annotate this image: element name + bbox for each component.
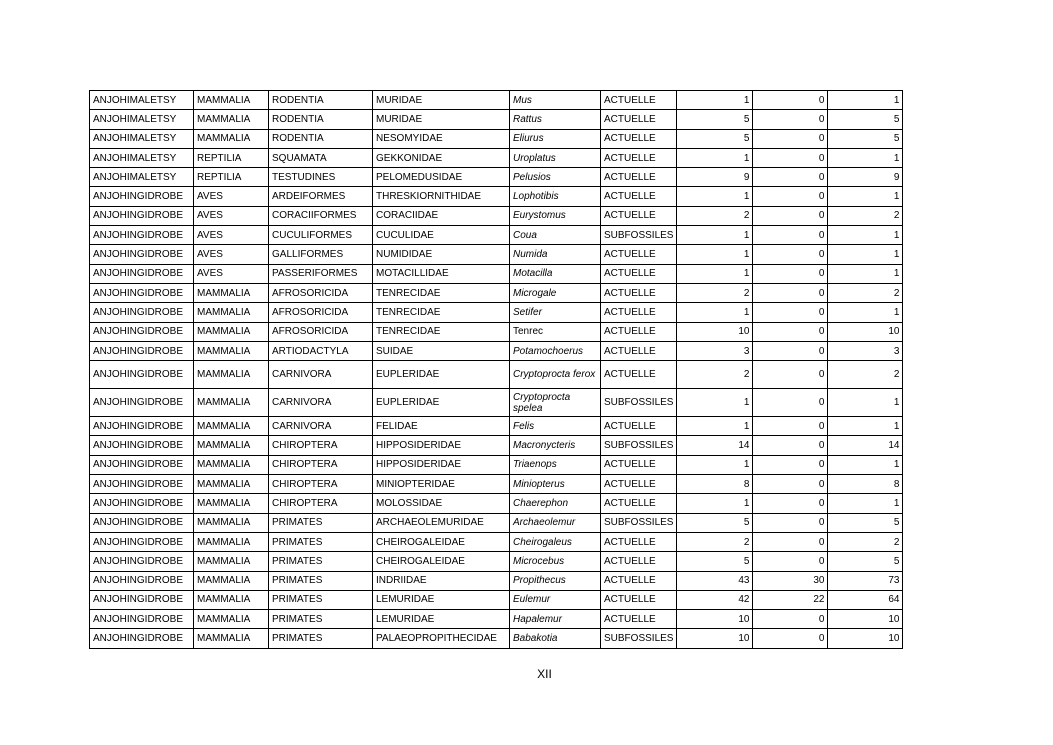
status-cell: ACTUELLE [601, 455, 677, 474]
site-cell: ANJOHINGIDROBE [90, 436, 194, 455]
site-cell: ANJOHINGIDROBE [90, 629, 194, 648]
count-a-cell: 3 [677, 341, 753, 360]
site-cell: ANJOHINGIDROBE [90, 513, 194, 532]
class-cell: AVES [194, 264, 269, 283]
table-row [90, 513, 903, 532]
class-cell: MAMMALIA [194, 455, 269, 474]
order-cell: CARNIVORA [269, 389, 373, 417]
genus-cell: Pelusios [510, 168, 601, 187]
genus-cell: Macronycteris [510, 436, 601, 455]
site-cell: ANJOHINGIDROBE [90, 206, 194, 225]
order-cell: CHIROPTERA [269, 436, 373, 455]
table-row [90, 187, 903, 206]
status-cell: SUBFOSSILES [601, 389, 677, 417]
genus-cell: Numida [510, 245, 601, 264]
family-cell: MINIOPTERIDAE [373, 475, 510, 494]
status-cell: ACTUELLE [601, 303, 677, 322]
class-cell: AVES [194, 245, 269, 264]
total-cell: 1 [828, 455, 903, 474]
count-a-cell: 1 [677, 187, 753, 206]
table-row [90, 475, 903, 494]
status-cell: ACTUELLE [601, 206, 677, 225]
class-cell: MAMMALIA [194, 389, 269, 417]
status-cell: ACTUELLE [601, 148, 677, 167]
count-a-cell: 2 [677, 361, 753, 389]
family-cell: MURIDAE [373, 110, 510, 129]
genus-cell: Setifer [510, 303, 601, 322]
total-cell: 10 [828, 322, 903, 341]
site-cell: ANJOHINGIDROBE [90, 475, 194, 494]
order-cell: CARNIVORA [269, 361, 373, 389]
count-a-cell: 1 [677, 226, 753, 245]
family-cell: SUIDAE [373, 341, 510, 360]
genus-cell: Potamochoerus [510, 341, 601, 360]
site-cell: ANJOHINGIDROBE [90, 532, 194, 551]
site-cell: ANJOHINGIDROBE [90, 322, 194, 341]
count-b-cell: 0 [753, 91, 828, 110]
count-b-cell: 0 [753, 303, 828, 322]
count-b-cell: 0 [753, 129, 828, 148]
family-cell: CHEIROGALEIDAE [373, 532, 510, 551]
count-b-cell: 0 [753, 494, 828, 513]
genus-cell: Eulemur [510, 590, 601, 609]
total-cell: 10 [828, 629, 903, 648]
genus-cell: Archaeolemur [510, 513, 601, 532]
order-cell: PASSERIFORMES [269, 264, 373, 283]
site-cell: ANJOHINGIDROBE [90, 494, 194, 513]
table-row [90, 494, 903, 513]
site-cell: ANJOHINGIDROBE [90, 610, 194, 629]
family-cell: GEKKONIDAE [373, 148, 510, 167]
family-cell: TENRECIDAE [373, 303, 510, 322]
family-cell: ARCHAEOLEMURIDAE [373, 513, 510, 532]
status-cell: ACTUELLE [601, 110, 677, 129]
class-cell: MAMMALIA [194, 629, 269, 648]
total-cell: 1 [828, 226, 903, 245]
site-cell: ANJOHINGIDROBE [90, 389, 194, 417]
count-b-cell: 0 [753, 629, 828, 648]
order-cell: CHIROPTERA [269, 475, 373, 494]
genus-cell: Microgale [510, 283, 601, 302]
order-cell: ARTIODACTYLA [269, 341, 373, 360]
table-row [90, 389, 903, 417]
table-row [90, 129, 903, 148]
genus-cell: Microcebus [510, 552, 601, 571]
order-cell: GALLIFORMES [269, 245, 373, 264]
table-row [90, 91, 903, 110]
table-row [90, 226, 903, 245]
count-a-cell: 5 [677, 110, 753, 129]
order-cell: AFROSORICIDA [269, 283, 373, 302]
status-cell: ACTUELLE [601, 264, 677, 283]
table-row [90, 629, 903, 648]
site-cell: ANJOHIMALETSY [90, 148, 194, 167]
class-cell: MAMMALIA [194, 436, 269, 455]
status-cell: SUBFOSSILES [601, 226, 677, 245]
count-a-cell: 1 [677, 91, 753, 110]
family-cell: TENRECIDAE [373, 283, 510, 302]
order-cell: PRIMATES [269, 610, 373, 629]
table-row [90, 264, 903, 283]
count-a-cell: 1 [677, 303, 753, 322]
family-cell: CHEIROGALEIDAE [373, 552, 510, 571]
class-cell: MAMMALIA [194, 322, 269, 341]
total-cell: 1 [828, 245, 903, 264]
status-cell: SUBFOSSILES [601, 629, 677, 648]
order-cell: RODENTIA [269, 129, 373, 148]
order-cell: PRIMATES [269, 590, 373, 609]
table-row [90, 168, 903, 187]
site-cell: ANJOHINGIDROBE [90, 303, 194, 322]
site-cell: ANJOHINGIDROBE [90, 552, 194, 571]
species-table [89, 90, 903, 649]
order-cell: SQUAMATA [269, 148, 373, 167]
genus-cell: Felis [510, 417, 601, 436]
count-a-cell: 1 [677, 245, 753, 264]
total-cell: 5 [828, 129, 903, 148]
class-cell: MAMMALIA [194, 532, 269, 551]
count-b-cell: 0 [753, 552, 828, 571]
table-row [90, 361, 903, 389]
count-b-cell: 0 [753, 264, 828, 283]
count-b-cell: 30 [753, 571, 828, 590]
status-cell: ACTUELLE [601, 129, 677, 148]
page-number: XII [537, 667, 552, 681]
status-cell: SUBFOSSILES [601, 436, 677, 455]
genus-cell: Miniopterus [510, 475, 601, 494]
genus-cell: Cryptoprocta ferox [510, 361, 601, 389]
count-a-cell: 1 [677, 148, 753, 167]
table-row [90, 322, 903, 341]
count-b-cell: 0 [753, 475, 828, 494]
site-cell: ANJOHINGIDROBE [90, 245, 194, 264]
order-cell: PRIMATES [269, 571, 373, 590]
family-cell: NUMIDIDAE [373, 245, 510, 264]
site-cell: ANJOHIMALETSY [90, 110, 194, 129]
class-cell: MAMMALIA [194, 552, 269, 571]
table-row [90, 110, 903, 129]
site-cell: ANJOHIMALETSY [90, 91, 194, 110]
class-cell: MAMMALIA [194, 590, 269, 609]
count-a-cell: 9 [677, 168, 753, 187]
total-cell: 1 [828, 187, 903, 206]
count-a-cell: 14 [677, 436, 753, 455]
family-cell: HIPPOSIDERIDAE [373, 436, 510, 455]
table-row [90, 455, 903, 474]
status-cell: ACTUELLE [601, 245, 677, 264]
order-cell: PRIMATES [269, 513, 373, 532]
genus-cell: Motacilla [510, 264, 601, 283]
genus-cell: Eurystomus [510, 206, 601, 225]
class-cell: REPTILIA [194, 168, 269, 187]
count-a-cell: 2 [677, 206, 753, 225]
total-cell: 5 [828, 552, 903, 571]
site-cell: ANJOHIMALETSY [90, 168, 194, 187]
count-b-cell: 0 [753, 417, 828, 436]
site-cell: ANJOHINGIDROBE [90, 361, 194, 389]
site-cell: ANJOHINGIDROBE [90, 187, 194, 206]
table-row [90, 303, 903, 322]
total-cell: 9 [828, 168, 903, 187]
count-b-cell: 0 [753, 206, 828, 225]
count-b-cell: 0 [753, 455, 828, 474]
class-cell: MAMMALIA [194, 571, 269, 590]
count-a-cell: 2 [677, 283, 753, 302]
total-cell: 73 [828, 571, 903, 590]
genus-cell: Eliurus [510, 129, 601, 148]
count-a-cell: 1 [677, 389, 753, 417]
class-cell: MAMMALIA [194, 283, 269, 302]
count-a-cell: 5 [677, 513, 753, 532]
order-cell: ARDEIFORMES [269, 187, 373, 206]
table-row [90, 436, 903, 455]
total-cell: 1 [828, 91, 903, 110]
status-cell: ACTUELLE [601, 552, 677, 571]
status-cell: ACTUELLE [601, 571, 677, 590]
count-a-cell: 1 [677, 494, 753, 513]
class-cell: MAMMALIA [194, 341, 269, 360]
status-cell: ACTUELLE [601, 590, 677, 609]
total-cell: 10 [828, 610, 903, 629]
class-cell: MAMMALIA [194, 494, 269, 513]
family-cell: LEMURIDAE [373, 610, 510, 629]
total-cell: 1 [828, 389, 903, 417]
class-cell: MAMMALIA [194, 129, 269, 148]
status-cell: ACTUELLE [601, 610, 677, 629]
total-cell: 14 [828, 436, 903, 455]
family-cell: CORACIIDAE [373, 206, 510, 225]
class-cell: AVES [194, 226, 269, 245]
count-b-cell: 0 [753, 361, 828, 389]
family-cell: MOTACILLIDAE [373, 264, 510, 283]
genus-cell: Tenrec [510, 322, 601, 341]
class-cell: MAMMALIA [194, 513, 269, 532]
genus-cell: Uroplatus [510, 148, 601, 167]
genus-cell: Cryptoprocta spelea [510, 389, 601, 417]
site-cell: ANJOHINGIDROBE [90, 571, 194, 590]
count-b-cell: 0 [753, 226, 828, 245]
total-cell: 2 [828, 206, 903, 225]
order-cell: AFROSORICIDA [269, 322, 373, 341]
table-row [90, 590, 903, 609]
family-cell: THRESKIORNITHIDAE [373, 187, 510, 206]
count-b-cell: 0 [753, 148, 828, 167]
status-cell: ACTUELLE [601, 168, 677, 187]
status-cell: ACTUELLE [601, 494, 677, 513]
total-cell: 5 [828, 513, 903, 532]
genus-cell: Chaerephon [510, 494, 601, 513]
class-cell: AVES [194, 206, 269, 225]
family-cell: NESOMYIDAE [373, 129, 510, 148]
count-b-cell: 0 [753, 245, 828, 264]
total-cell: 1 [828, 417, 903, 436]
count-a-cell: 10 [677, 629, 753, 648]
family-cell: MOLOSSIDAE [373, 494, 510, 513]
genus-cell: Propithecus [510, 571, 601, 590]
status-cell: ACTUELLE [601, 361, 677, 389]
order-cell: PRIMATES [269, 532, 373, 551]
table-row [90, 532, 903, 551]
genus-cell: Rattus [510, 110, 601, 129]
site-cell: ANJOHINGIDROBE [90, 226, 194, 245]
order-cell: CUCULIFORMES [269, 226, 373, 245]
site-cell: ANJOHINGIDROBE [90, 264, 194, 283]
total-cell: 1 [828, 264, 903, 283]
order-cell: PRIMATES [269, 629, 373, 648]
class-cell: MAMMALIA [194, 475, 269, 494]
class-cell: MAMMALIA [194, 91, 269, 110]
genus-cell: Triaenops [510, 455, 601, 474]
table-row [90, 552, 903, 571]
status-cell: ACTUELLE [601, 417, 677, 436]
site-cell: ANJOHINGIDROBE [90, 417, 194, 436]
table-body [90, 91, 903, 649]
status-cell: ACTUELLE [601, 91, 677, 110]
count-b-cell: 0 [753, 513, 828, 532]
count-b-cell: 0 [753, 532, 828, 551]
status-cell: SUBFOSSILES [601, 513, 677, 532]
count-a-cell: 2 [677, 532, 753, 551]
family-cell: EUPLERIDAE [373, 361, 510, 389]
genus-cell: Mus [510, 91, 601, 110]
table-row [90, 417, 903, 436]
site-cell: ANJOHINGIDROBE [90, 341, 194, 360]
count-a-cell: 10 [677, 322, 753, 341]
count-a-cell: 5 [677, 552, 753, 571]
count-a-cell: 1 [677, 264, 753, 283]
total-cell: 5 [828, 110, 903, 129]
count-b-cell: 0 [753, 168, 828, 187]
total-cell: 8 [828, 475, 903, 494]
table-row [90, 283, 903, 302]
status-cell: ACTUELLE [601, 475, 677, 494]
order-cell: CARNIVORA [269, 417, 373, 436]
class-cell: MAMMALIA [194, 303, 269, 322]
site-cell: ANJOHINGIDROBE [90, 590, 194, 609]
family-cell: FELIDAE [373, 417, 510, 436]
genus-cell: Lophotibis [510, 187, 601, 206]
class-cell: MAMMALIA [194, 361, 269, 389]
count-a-cell: 8 [677, 475, 753, 494]
family-cell: MURIDAE [373, 91, 510, 110]
total-cell: 1 [828, 494, 903, 513]
order-cell: CORACIIFORMES [269, 206, 373, 225]
genus-cell: Babakotia [510, 629, 601, 648]
status-cell: ACTUELLE [601, 322, 677, 341]
count-a-cell: 42 [677, 590, 753, 609]
family-cell: HIPPOSIDERIDAE [373, 455, 510, 474]
total-cell: 1 [828, 148, 903, 167]
family-cell: LEMURIDAE [373, 590, 510, 609]
site-cell: ANJOHIMALETSY [90, 129, 194, 148]
genus-cell: Coua [510, 226, 601, 245]
total-cell: 2 [828, 283, 903, 302]
family-cell: CUCULIDAE [373, 226, 510, 245]
family-cell: EUPLERIDAE [373, 389, 510, 417]
site-cell: ANJOHINGIDROBE [90, 283, 194, 302]
count-b-cell: 22 [753, 590, 828, 609]
class-cell: REPTILIA [194, 148, 269, 167]
count-b-cell: 0 [753, 341, 828, 360]
total-cell: 2 [828, 532, 903, 551]
family-cell: TENRECIDAE [373, 322, 510, 341]
count-b-cell: 0 [753, 436, 828, 455]
order-cell: TESTUDINES [269, 168, 373, 187]
total-cell: 1 [828, 303, 903, 322]
table-row [90, 245, 903, 264]
table-row [90, 341, 903, 360]
count-a-cell: 1 [677, 417, 753, 436]
order-cell: RODENTIA [269, 91, 373, 110]
count-a-cell: 10 [677, 610, 753, 629]
class-cell: MAMMALIA [194, 417, 269, 436]
total-cell: 64 [828, 590, 903, 609]
count-b-cell: 0 [753, 610, 828, 629]
site-cell: ANJOHINGIDROBE [90, 455, 194, 474]
family-cell: INDRIIDAE [373, 571, 510, 590]
count-b-cell: 0 [753, 283, 828, 302]
order-cell: CHIROPTERA [269, 455, 373, 474]
total-cell: 3 [828, 341, 903, 360]
order-cell: CHIROPTERA [269, 494, 373, 513]
class-cell: MAMMALIA [194, 610, 269, 629]
count-b-cell: 0 [753, 322, 828, 341]
count-a-cell: 5 [677, 129, 753, 148]
class-cell: AVES [194, 187, 269, 206]
count-b-cell: 0 [753, 187, 828, 206]
genus-cell: Hapalemur [510, 610, 601, 629]
status-cell: ACTUELLE [601, 532, 677, 551]
count-b-cell: 0 [753, 110, 828, 129]
order-cell: RODENTIA [269, 110, 373, 129]
table-row [90, 206, 903, 225]
status-cell: ACTUELLE [601, 187, 677, 206]
table-row [90, 148, 903, 167]
order-cell: AFROSORICIDA [269, 303, 373, 322]
count-b-cell: 0 [753, 389, 828, 417]
status-cell: ACTUELLE [601, 341, 677, 360]
count-a-cell: 1 [677, 455, 753, 474]
class-cell: MAMMALIA [194, 110, 269, 129]
total-cell: 2 [828, 361, 903, 389]
status-cell: ACTUELLE [601, 283, 677, 302]
table-row [90, 571, 903, 590]
count-a-cell: 43 [677, 571, 753, 590]
genus-cell: Cheirogaleus [510, 532, 601, 551]
order-cell: PRIMATES [269, 552, 373, 571]
family-cell: PELOMEDUSIDAE [373, 168, 510, 187]
table-row [90, 610, 903, 629]
family-cell: PALAEOPROPITHECIDAE [373, 629, 510, 648]
